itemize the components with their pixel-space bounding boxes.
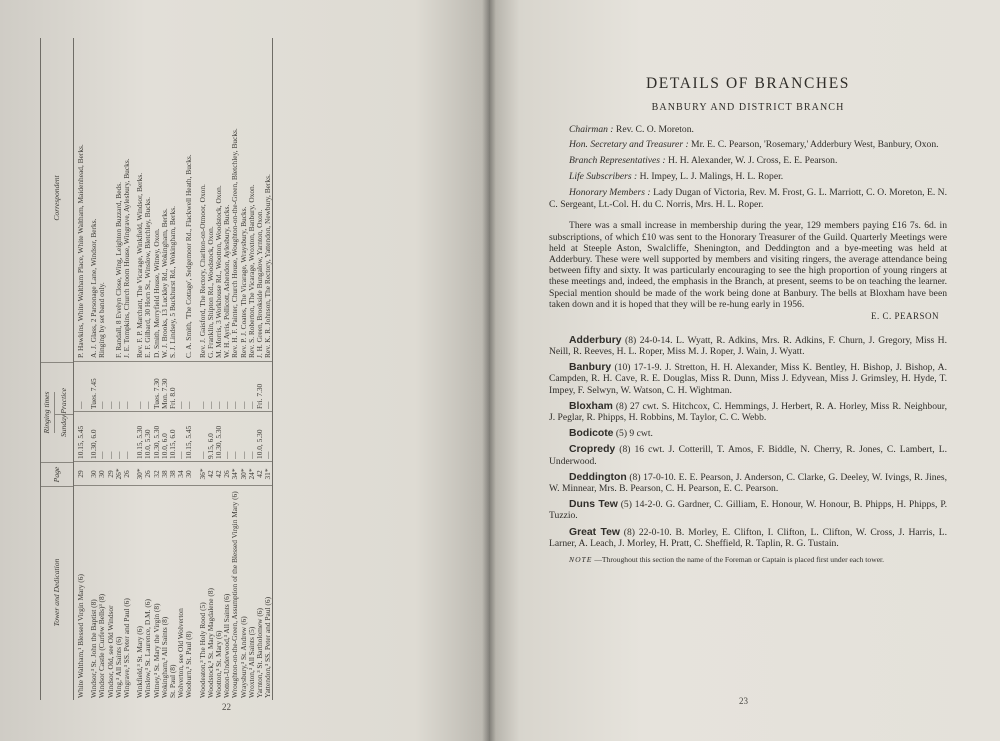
- cell-sunday: 10.15, 5.30: [135, 425, 145, 459]
- cell-tower: Winkfield,³ St. Mary (6): [135, 626, 145, 698]
- cell-sunday: —: [222, 451, 232, 459]
- tower-details: (8) 27 cwt. S. Hitchcox, C. Hemmings, J. Herbert, R. A. Horley, Miss R. Neighbour, J. Peglar, R. Phipps, H. Robbins, M. Taylor, C. C. Webb.: [549, 400, 947, 424]
- cell-correspondent: Rev. S. Roberton, The Vicarage, Wroxton, Banbury, Oxon.: [246, 184, 256, 358]
- officer-role: Branch Representatives :: [569, 155, 666, 167]
- cell-practice: —: [197, 401, 207, 409]
- cell-correspondent: Rev. F. P. Marchant, The Vicarage, Winkfield, Windsor, Berks.: [135, 172, 145, 358]
- table-row: [240, 38, 248, 700]
- cell-correspondent: Rev. P. J. Coates, The Vicarage, Wraysbury, Bucks.: [238, 206, 248, 358]
- cell-practice: —: [113, 401, 123, 409]
- cell-correspondent: A. J. Glass, 2 Parsonage Lane, Windsor, Berks.: [89, 218, 99, 358]
- tower-name: Banbury: [569, 362, 612, 374]
- cell-page: 34: [176, 470, 186, 478]
- cell-practice: Tues. 7.45: [89, 378, 99, 409]
- cell-sunday: 10.0, 6.0: [159, 433, 169, 459]
- cell-tower: Wootton,³ St. Mary (6): [214, 630, 224, 698]
- cell-correspondent: D. Smith, Merryfield House, Witney, Oxon.: [151, 228, 161, 358]
- tower-details: (8) 24-0-14. L. Wyatt, R. Adkins, Mrs. R. Adkins, F. Churn, J. Gregory, Miss H. Neill, R. Reeves, H. L. Roper, Miss M. J. Roper, J. Wain, J. Wyatt.: [549, 334, 947, 357]
- tower-details: (8) 17-0-10. E. E. Pearson, J. Anderson, C. Clarke, G. Deeley, W. Ivings, R. Jines, W. Minnear, Mrs. B. Pearson, C. H. Pearson, E. C. Pearson.: [549, 471, 947, 495]
- tower-register-table: [40, 38, 280, 700]
- table-row: [107, 38, 115, 700]
- cell-page: 42: [214, 470, 224, 478]
- cell-tower: Wokingham,³ All Saints (8): [159, 616, 169, 698]
- cell-sunday: 10.15, 5.45: [184, 425, 194, 459]
- footnote-label: NOTE: [569, 555, 593, 565]
- table-row: [264, 38, 272, 700]
- tower-name: Deddington: [569, 471, 627, 483]
- tower-entry: [549, 428, 947, 439]
- cell-correspondent: J. H. Green, Brookside Bungalow, Yarnton, Oxon.: [255, 209, 265, 358]
- cell-tower: Windsor, Old, see Old Windsor: [105, 605, 115, 698]
- cell-correspondent: M. Morris, 3 Workhouse Rd., Wootton, Woodstock, Oxon.: [214, 185, 224, 358]
- cell-practice: —: [176, 401, 186, 409]
- table-row: [98, 38, 106, 700]
- officer-role: Honorary Members :: [569, 186, 651, 198]
- cell-practice: —: [205, 401, 215, 409]
- cell-practice: —: [230, 401, 240, 409]
- header-ringing-times: [41, 362, 73, 462]
- cell-practice: Mon. 7.30: [159, 378, 169, 409]
- cell-correspondent: F. Randall, 8 Evelyn Close, Wing, Leighton Buzzard, Beds.: [113, 182, 123, 358]
- branch-title: BANBURY AND DISTRICT BRANCH: [651, 101, 845, 113]
- cell-sunday: —: [246, 451, 256, 459]
- cell-tower: Woodeaton,³ The Holy Rood (5): [197, 602, 207, 698]
- officer-role: Hon. Secretary and Treasurer :: [569, 139, 689, 151]
- cell-tower: Wing,³ All Saints (6): [113, 636, 123, 698]
- cell-tower: Wotton-Underwood,³ All Saints (6): [222, 593, 232, 698]
- cell-correspondent: W. J. Brooks, 13 Luckley Rd., Wokingham, Berks.: [159, 208, 169, 358]
- branch-report: There was a small increase in membership during the year, 129 members paying £16 7s. 6d. in subscriptions, of which £10 was sent to the Honorary Treasurer of the Guild. Quarterly Meetings were held at Steeple Aston, Swalcliffe, Shenington, and Deddington and a bye-meeting was held at Adderbury. These were well supported by members and visiting ringers, the average attendance being between fifty and sixty. It was particularly encouraging to see the high proportion of young ringers at these meetings and, indeed, the emphasis in the Branch, at present, seems to be on teaching the learner. Special mention should be made of the work being done at Banbury. The bells at Bloxham have been taken down and it is hoped that they will be re-hung early in 1956.: [549, 220, 947, 310]
- cell-page: 34*: [230, 468, 240, 480]
- cell-practice: —: [97, 401, 107, 409]
- cell-page: 38: [159, 470, 169, 478]
- header-ringing-times-label: Ringing times: [41, 392, 55, 434]
- page-number-left: 22: [222, 702, 231, 712]
- cell-tower: Winslow,³ St. Laurence, D.M. (6): [143, 599, 153, 698]
- tower-entry: [549, 335, 947, 357]
- cell-correspondent: Ringing by set band only.: [97, 282, 107, 358]
- tower-list: [549, 335, 947, 549]
- table-row: [248, 38, 256, 700]
- cell-practice: Tues. 7.30: [151, 378, 161, 409]
- officer-names: H. Impey, L. J. Malings, H. L. Roper.: [637, 170, 784, 182]
- cell-practice: —: [135, 401, 145, 409]
- table-row: [185, 38, 193, 700]
- cell-page: 30*: [238, 468, 248, 480]
- tower-details: (5) 9 cwt.: [613, 428, 653, 440]
- cell-sunday: 10.30, 5.30: [151, 425, 161, 459]
- cell-sunday: —: [263, 451, 273, 459]
- officer-entry: [549, 139, 947, 151]
- cell-tower: Wooburn,³ St. Paul (8): [184, 631, 194, 698]
- officer-role: Life Subscribers :: [569, 170, 638, 182]
- cell-sunday: —: [197, 451, 207, 459]
- cell-sunday: —: [105, 451, 115, 459]
- table-row: [77, 38, 85, 700]
- tower-entry: [549, 444, 947, 466]
- cell-sunday: 10.15, 6.0: [168, 429, 178, 459]
- cell-correspondent: P. Hawkins, White Waltham Place, White Waltham, Maidenhead, Berks.: [76, 144, 85, 358]
- cell-page: 38: [168, 470, 178, 478]
- tower-name: Adderbury: [569, 334, 622, 346]
- cell-practice: —: [143, 401, 153, 409]
- cell-sunday: 10.0, 5.30: [143, 429, 153, 459]
- header-sunday: Sunday: [55, 414, 73, 437]
- cell-sunday: —: [113, 451, 123, 459]
- cell-page: 42: [205, 470, 215, 478]
- cell-page: 30: [89, 470, 99, 478]
- cell-tower: Yarnton,³ St. Bartholomew (6): [255, 608, 265, 698]
- tower-details: (8) 22-0-10. B. Morley, E. Clifton, I. Clifton, L. Clifton, W. Cross, J. Harris, L. Larner, A. Leach, J. Morley, H. Pratt, C. Sheffield, R. Taplin, R. G. Tustain.: [549, 526, 947, 549]
- left-page: [0, 0, 489, 741]
- tower-details: (10) 17-1-9. J. Stretton, H. H. Alexander, Miss K. Bentley, H. Bishop, J. Bishop, A. Campden, R. H. Cave, R. E. Douglas, Miss R. Dunn, Miss J. Edyvean, Miss J. Grimsley, H. Hyde, T. Impey, F. Selwyn, W. Watson, C. H. Wightman.: [549, 362, 947, 396]
- right-page: [489, 0, 1000, 741]
- cell-correspondent: C. A. Smith, 'The Cottage', Sedgemoor Rd., Flackwell Heath, Bucks.: [184, 154, 194, 358]
- cell-sunday: 9.15, 6.0: [205, 433, 215, 459]
- cell-tower: Wraysbury,³ St. Andrew (6): [238, 616, 248, 698]
- cell-page: 36*: [197, 468, 207, 480]
- tower-name: Cropredy: [569, 444, 616, 456]
- cell-page: 29: [76, 470, 85, 478]
- cell-correspondent: J. E. Tompkins, Church Room House, Wingrave, Aylesbury, Bucks.: [122, 158, 132, 358]
- cell-practice: —: [238, 401, 248, 409]
- tower-entry: [549, 472, 947, 494]
- officer-names: Rev. C. O. Moreton.: [613, 123, 694, 135]
- cell-correspondent: Rev. J. Gaisford, The Rectory, Charlton-on-Otmoor, Oxon.: [197, 184, 207, 358]
- table-row: [153, 38, 161, 700]
- officer-entry: [549, 124, 947, 136]
- report-signature: E. C. PEARSON: [870, 311, 939, 321]
- cell-sunday: —: [122, 451, 132, 459]
- cell-sunday: 10.30, 5.30: [214, 425, 224, 459]
- cell-tower: White Waltham,¹ Blessed Virgin Mary (6): [76, 574, 85, 698]
- tower-details: (5) 14-2-0. G. Gardner, C. Gilliam, E. Honour, W. Honour, B. Phipps, H. Phipps, P. Tuzzio.: [549, 499, 947, 522]
- cell-practice: —: [184, 401, 194, 409]
- cell-practice: Fri. 8.0: [168, 387, 178, 409]
- cell-page: 24*: [246, 468, 256, 480]
- cell-sunday: —: [97, 451, 107, 459]
- table-row: [123, 38, 131, 700]
- header-page: Page: [41, 462, 73, 486]
- cell-tower: Woodstock,³ St. Mary Magdalene (8): [205, 588, 215, 698]
- header-correspondent: Correspondent: [51, 175, 61, 221]
- cell-page: 31*: [263, 468, 273, 480]
- cell-tower: Windsor,³ St. John the Baptist (8): [89, 599, 99, 698]
- cell-page: 29: [105, 470, 115, 478]
- cell-tower: Witney,³ St. Mary the Virgin (8): [151, 603, 161, 698]
- cell-page: 26: [122, 470, 132, 478]
- officer-entry: [549, 171, 947, 183]
- footnote-text: —Throughout this section the name of the Foreman or Captain is placed first under each tower.: [592, 555, 885, 565]
- cell-page: 26: [222, 470, 232, 478]
- table-row: [231, 38, 239, 700]
- cell-tower: Wroxton,³ All Saints (5): [246, 626, 256, 698]
- officer-role: Chairman :: [569, 123, 614, 135]
- cell-sunday: 10.15, 5.45: [76, 425, 85, 459]
- tower-name: Great Tew: [569, 526, 620, 538]
- header-tower: Tower and Dedication: [41, 486, 73, 700]
- cell-tower: Windsor Castle (Curfew Bells)³ (8): [97, 593, 107, 698]
- cell-page: 30: [184, 470, 194, 478]
- page-title: DETAILS OF BRANCHES: [646, 75, 850, 92]
- table-header: [40, 38, 74, 700]
- table-row: [177, 38, 185, 700]
- officer-names: Mr. E. C. Pearson, 'Rosemary,' Adderbury West, Banbury, Oxon.: [688, 139, 939, 151]
- footnote: [549, 555, 947, 564]
- cell-practice: —: [105, 401, 115, 409]
- cell-correspondent: E. F. Gilbard, 30 Horn St., Winslow, Bletchley, Bucks.: [143, 196, 153, 358]
- cell-sunday: 10.30, 6.0: [89, 429, 99, 459]
- tower-entry: [549, 362, 947, 396]
- cell-page: 26: [143, 470, 153, 478]
- cell-page: 32: [151, 470, 161, 478]
- officer-entry: [549, 155, 947, 167]
- table-row: [161, 38, 169, 700]
- tower-name: Duns Tew: [569, 499, 618, 511]
- officer-names: Lady Dugan of Victoria, Rev. M. Frost, G. L. Marriott, C. O. Moreton, E. N. C. Sergeant, Lt.-Col. H. du C. Norris, Mrs. H. L. Roper.: [549, 186, 947, 210]
- cell-tower: St. Paul (8): [168, 664, 178, 698]
- tower-name: Bloxham: [569, 400, 613, 412]
- header-practice: Practice: [58, 387, 68, 414]
- cell-sunday: —: [230, 451, 240, 459]
- cell-page: 42: [255, 470, 265, 478]
- tower-details: (8) 16 cwt. J. Cotterill, T. Amos, F. Biddle, N. Cherry, R. Jones, C. Lambert, L. Underwood.: [549, 444, 947, 467]
- cell-tower: Wingrave,³ SS. Peter and Paul (6): [122, 598, 132, 698]
- cell-practice: —: [222, 401, 232, 409]
- branch-officers: [549, 124, 947, 211]
- tower-entry: [549, 527, 947, 549]
- tower-name: Bodicote: [569, 428, 614, 440]
- cell-correspondent: Rev. K. R. Johnson, The Rectory, Yattendon, Newbury, Berks.: [263, 174, 273, 358]
- cell-page: 26*: [113, 468, 123, 480]
- book-gutter: [482, 0, 496, 741]
- table-body: [74, 38, 273, 700]
- page-number-right: 23: [739, 696, 748, 706]
- cell-tower: Wolverton, see Old Wolverton: [176, 608, 186, 698]
- tower-entry: [549, 401, 947, 423]
- cell-sunday: —: [176, 451, 186, 459]
- cell-practice: —: [122, 401, 132, 409]
- cell-correspondent: S. J. Lindsey, 5 Buckhurst Rd., Wokingham, Berks.: [168, 206, 178, 358]
- cell-sunday: 10.0, 5.30: [255, 429, 265, 459]
- table-row: [207, 38, 215, 700]
- cell-tower: Yattendon,³ SS. Peter and Paul (6): [263, 596, 273, 698]
- cell-sunday: —: [238, 451, 248, 459]
- table-row: [169, 38, 177, 700]
- cell-tower: Wroughton-on-the-Green, Assumption of the Blessed Virgin Mary (6): [230, 491, 240, 698]
- officer-entry: [549, 187, 947, 211]
- officer-names: H. H. Alexander, W. J. Cross, E. E. Pearson.: [665, 155, 838, 167]
- cell-practice: —: [214, 401, 224, 409]
- cell-correspondent: G. Franklin, Shipton Rd., Woodstock, Oxon.: [205, 226, 215, 358]
- cell-page: 30*: [135, 468, 145, 480]
- cell-practice: —: [76, 401, 85, 409]
- cell-practice: —: [246, 401, 256, 409]
- cell-correspondent: Rev. H. F. Painter, Church House, Woughton-on-the-Green, Bletchley, Bucks.: [230, 128, 240, 358]
- cell-practice: Fri. 7.30: [255, 383, 265, 409]
- cell-practice: —: [263, 401, 273, 409]
- table-row: [144, 38, 152, 700]
- tower-entry: [549, 499, 947, 521]
- cell-correspondent: W. H. Ayris, Pollicott, Ashendon, Aylesbury, Bucks.: [222, 204, 232, 358]
- cell-page: 30: [97, 470, 107, 478]
